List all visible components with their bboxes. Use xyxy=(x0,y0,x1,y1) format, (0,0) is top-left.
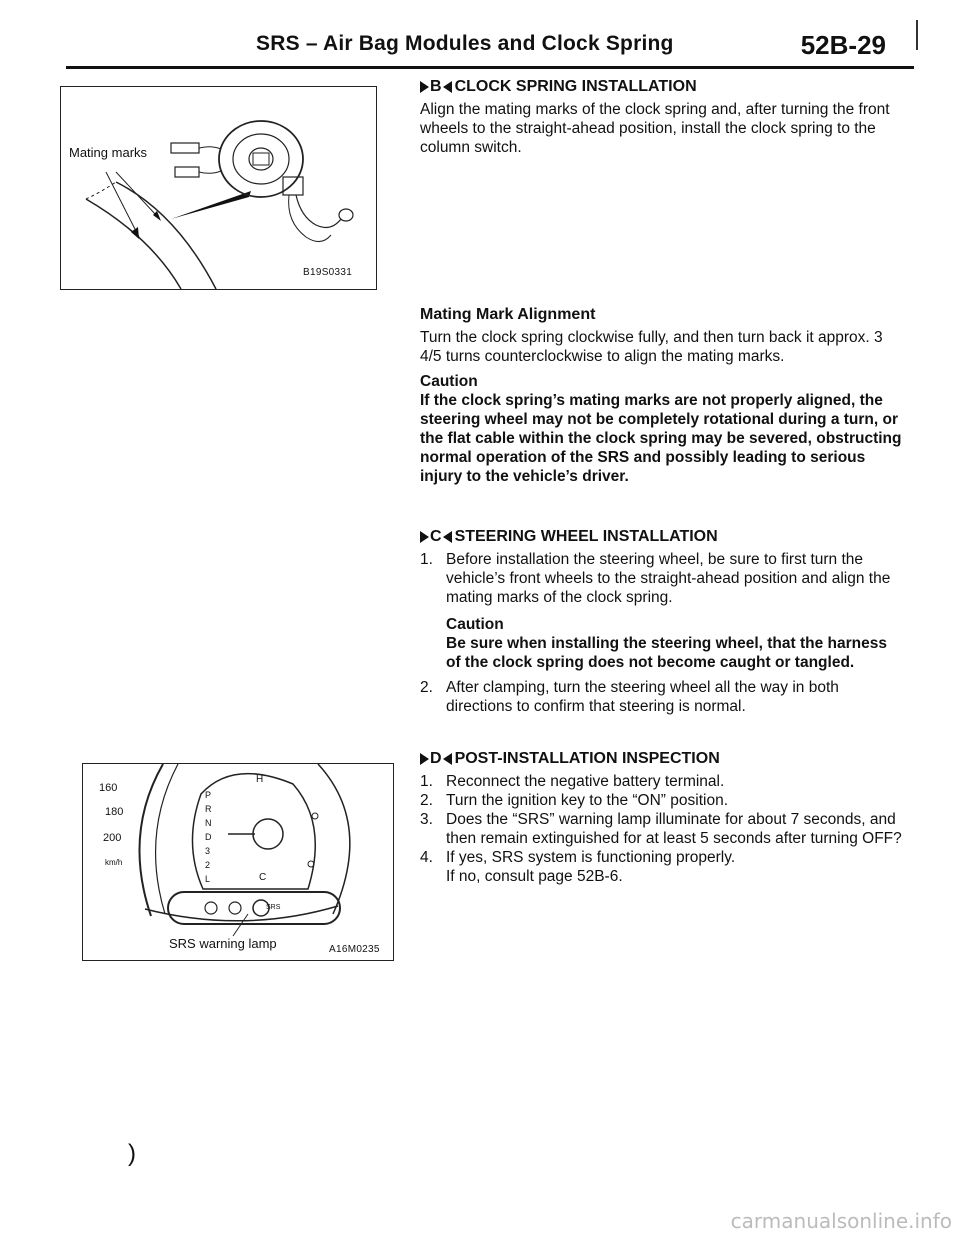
list-item xyxy=(420,791,905,810)
triangle-right-icon xyxy=(420,81,429,93)
item-number: 1. xyxy=(420,773,433,790)
section-post-installation-inspection xyxy=(420,750,905,886)
section-clock-spring-installation xyxy=(420,78,905,157)
item-text: If yes, SRS system is functioning properly. xyxy=(446,849,736,866)
triangle-left-icon xyxy=(443,531,452,543)
caution-text: If the clock spring’s mating marks are not properly aligned, the steering wheel may not be completely rotational during a turn, or the flat cable within the clock spring may be severed, obstructing normal operation of the SRS and possibly leading to serious injury to the vehicle’s driver. xyxy=(420,392,902,485)
srs-warning-lamp-label: SRS warning lamp xyxy=(169,936,277,951)
section-mating-mark-alignment xyxy=(420,306,905,486)
clock-spring-illustration xyxy=(61,87,376,289)
list-item xyxy=(420,678,905,716)
gear-r: R xyxy=(205,804,212,814)
item-4-continuation: If no, consult page 52B-6. xyxy=(446,868,623,885)
item-number: 2. xyxy=(420,792,433,809)
item-text: Reconnect the negative battery terminal. xyxy=(446,773,725,790)
section-tag xyxy=(420,750,452,768)
srs-lamp-text: SRS xyxy=(266,904,281,911)
section-heading xyxy=(420,78,905,96)
gear-p: P xyxy=(205,790,212,800)
caution-label: Caution xyxy=(446,616,504,633)
gear-d: D xyxy=(205,832,212,842)
page-edge-mark xyxy=(916,20,918,50)
section-title: POST-INSTALLATION INSPECTION xyxy=(454,750,720,767)
page-header xyxy=(66,30,890,62)
list-item xyxy=(420,810,905,848)
gear-n: N xyxy=(205,818,212,828)
section-title: STEERING WHEEL INSTALLATION xyxy=(454,528,718,545)
section-title: CLOCK SPRING INSTALLATION xyxy=(454,78,697,95)
item-number: 4. xyxy=(420,849,433,866)
figure-code: B19S0331 xyxy=(303,267,353,278)
margin-mark: ) xyxy=(128,1140,136,1167)
item-number: 3. xyxy=(420,811,433,828)
gear-3: 3 xyxy=(205,846,211,856)
page-title: SRS – Air Bag Modules and Clock Spring xyxy=(256,32,674,55)
section-heading xyxy=(420,750,905,768)
speed-mark-160: 160 xyxy=(99,782,118,794)
steps-list xyxy=(420,550,905,607)
speed-mark-180: 180 xyxy=(105,806,124,818)
speed-unit: km/h xyxy=(105,858,123,867)
figure-clock-spring xyxy=(60,86,377,290)
gauge-h: H xyxy=(256,774,264,785)
triangle-right-icon xyxy=(420,753,429,765)
item-number: 1. xyxy=(420,551,433,568)
triangle-left-icon xyxy=(443,753,452,765)
item-text: Turn the ignition key to the “ON” position. xyxy=(446,792,729,809)
item-text: Does the “SRS” warning lamp illuminate for about 7 seconds, and then remain extinguished for at least 5 seconds after turning OFF? xyxy=(446,811,902,847)
item-text: Before installation the steering wheel, be sure to first turn the vehicle’s front wheels to the straight-ahead position and align the mating marks of the clock spring. xyxy=(446,551,891,606)
section-steering-wheel-installation xyxy=(420,528,905,716)
section-letter: D xyxy=(430,750,442,767)
list-item xyxy=(420,848,905,867)
section-letter: B xyxy=(430,78,442,95)
steps-list xyxy=(420,678,905,716)
triangle-left-icon xyxy=(443,81,452,93)
item-text: After clamping, turn the steering wheel all the way in both directions to confirm that steering is normal. xyxy=(446,679,839,715)
speed-mark-200: 200 xyxy=(103,832,122,844)
section-text: Align the mating marks of the clock spring and, after turning the front wheels to the straight-ahead position, install the clock spring to the column switch. xyxy=(420,101,890,156)
section-tag xyxy=(420,528,452,546)
gear-l: L xyxy=(205,874,211,884)
item-number: 2. xyxy=(420,679,433,696)
instrument-cluster-illustration xyxy=(83,764,393,960)
section-letter: C xyxy=(430,528,442,545)
gauge-c: C xyxy=(259,872,267,883)
caution-block xyxy=(446,615,905,672)
watermark: carmanualsonline.info xyxy=(730,1209,952,1233)
gear-2: 2 xyxy=(205,860,211,870)
figure-code: A16M0235 xyxy=(329,944,380,955)
alignment-text: Turn the clock spring clockwise fully, and then turn back it approx. 3 4/5 turns counterclockwise to align the mating marks. xyxy=(420,329,883,365)
header-rule xyxy=(66,66,914,69)
steps-list xyxy=(420,772,905,867)
figure-srs-warning-lamp xyxy=(82,763,394,961)
list-item xyxy=(420,550,905,607)
subsection-heading: Mating Mark Alignment xyxy=(420,306,596,323)
page-number: 52B-29 xyxy=(800,30,886,60)
section-tag xyxy=(420,78,452,96)
mating-marks-label: Mating marks xyxy=(69,145,148,160)
section-heading xyxy=(420,528,905,546)
list-item xyxy=(420,772,905,791)
triangle-right-icon xyxy=(420,531,429,543)
caution-label: Caution xyxy=(420,373,478,390)
caution-text: Be sure when installing the steering wheel, that the harness of the clock spring does not become caught or tangled. xyxy=(446,635,887,671)
